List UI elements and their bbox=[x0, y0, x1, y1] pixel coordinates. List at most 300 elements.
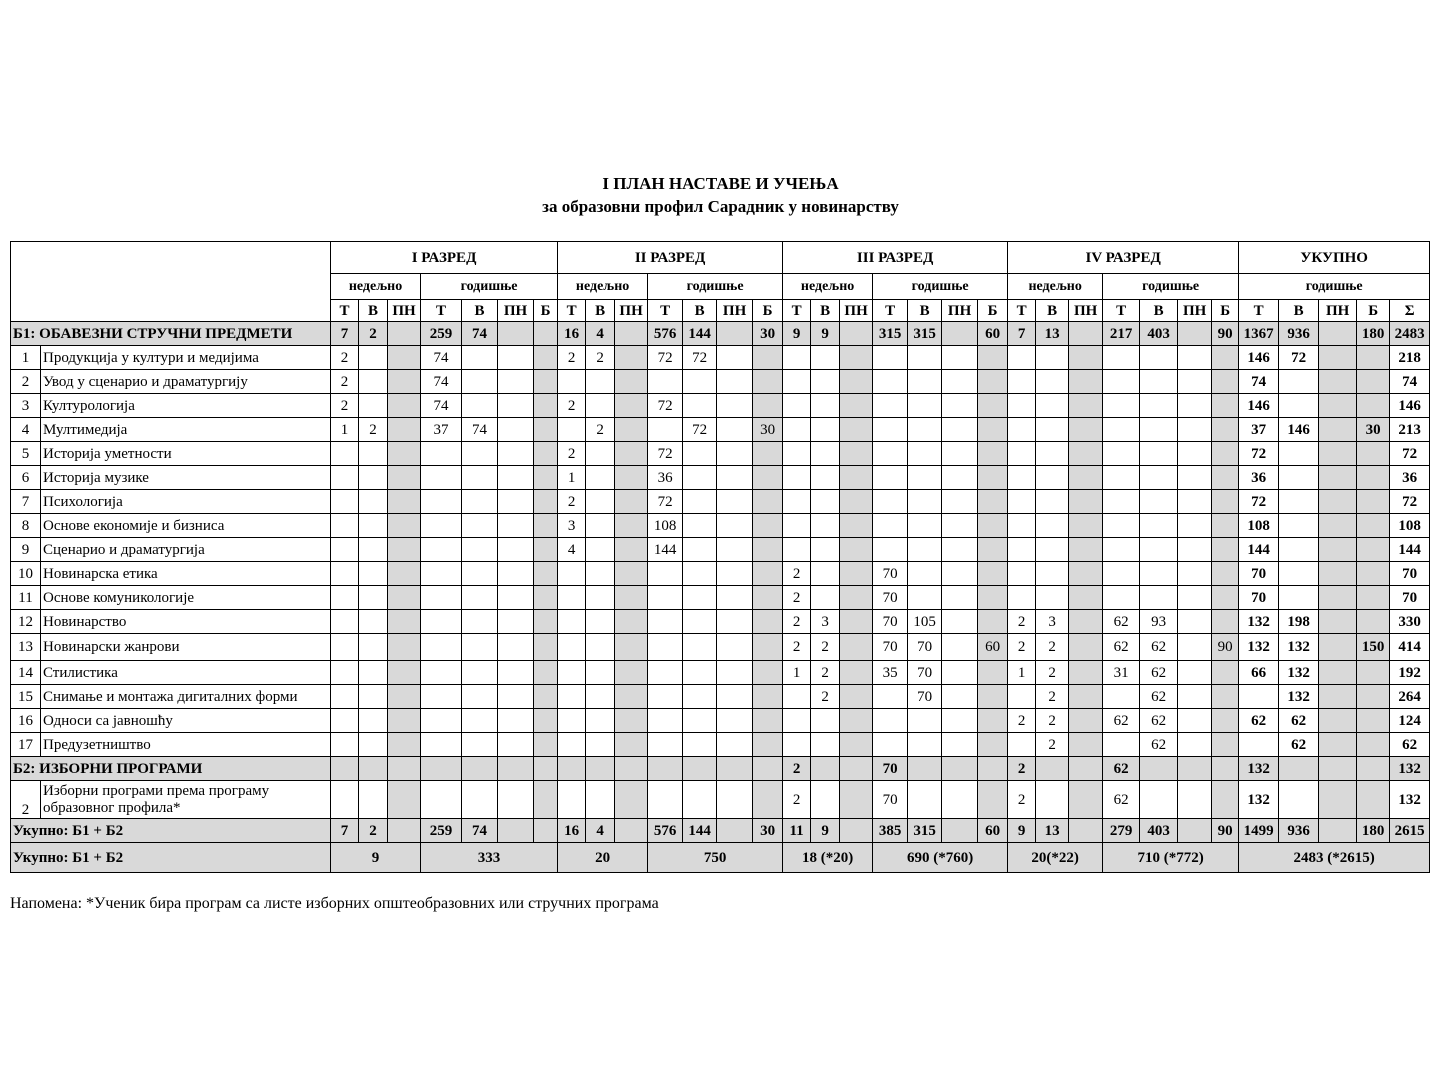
cell-value bbox=[942, 442, 978, 466]
cell-value: 66 bbox=[1239, 661, 1279, 685]
cell-value: 36 bbox=[1390, 466, 1430, 490]
cell-value: 315 bbox=[908, 322, 942, 346]
cell-value: 90 bbox=[1212, 322, 1239, 346]
cell-value bbox=[783, 490, 811, 514]
cell-value bbox=[873, 418, 908, 442]
header-col-v: В bbox=[462, 300, 498, 322]
cell-value bbox=[1140, 418, 1178, 442]
cell-value bbox=[1069, 514, 1103, 538]
cell-value: 70 bbox=[873, 562, 908, 586]
cell-value bbox=[1178, 442, 1212, 466]
cell-value bbox=[942, 370, 978, 394]
cell-value bbox=[811, 538, 840, 562]
cell-value bbox=[908, 490, 942, 514]
cell-value bbox=[331, 709, 359, 733]
cell-value bbox=[942, 733, 978, 757]
cell-value: 144 bbox=[1239, 538, 1279, 562]
cell-value: 62 bbox=[1103, 610, 1140, 634]
cell-value bbox=[717, 466, 753, 490]
cell-value bbox=[811, 757, 840, 781]
cell-value bbox=[942, 322, 978, 346]
cell-value bbox=[498, 538, 534, 562]
cell-value bbox=[1319, 538, 1357, 562]
subject-name: Снимање и монтажа дигиталних форми bbox=[41, 685, 331, 709]
cell-value bbox=[1178, 661, 1212, 685]
cell-value: 2 bbox=[1008, 757, 1036, 781]
cell-value bbox=[615, 661, 648, 685]
cell-value bbox=[753, 610, 783, 634]
cell-value bbox=[388, 709, 421, 733]
cell-value bbox=[1357, 538, 1390, 562]
cell-value: 4 bbox=[586, 322, 615, 346]
cell-value: 403 bbox=[1140, 819, 1178, 843]
cell-value bbox=[1036, 394, 1069, 418]
cell-value bbox=[1178, 685, 1212, 709]
cell-value: 132 bbox=[1239, 781, 1279, 819]
cell-value: 74 bbox=[462, 819, 498, 843]
cell-value: 2 bbox=[558, 394, 586, 418]
cell-value bbox=[331, 781, 359, 819]
cell-value: 70 bbox=[908, 661, 942, 685]
subject-name: Основе економије и бизниса bbox=[41, 514, 331, 538]
cell-value bbox=[388, 781, 421, 819]
cell-value bbox=[648, 418, 683, 442]
cell-value bbox=[683, 685, 717, 709]
cell-value bbox=[840, 466, 873, 490]
cell-value bbox=[717, 346, 753, 370]
combined-total-value: 9 bbox=[331, 843, 421, 873]
header-col-b: Б bbox=[534, 300, 558, 322]
cell-value bbox=[1279, 370, 1319, 394]
header-col-v: В bbox=[1036, 300, 1069, 322]
cell-value: 62 bbox=[1279, 709, 1319, 733]
cell-value bbox=[1008, 685, 1036, 709]
cell-value bbox=[978, 394, 1008, 418]
cell-value bbox=[1178, 394, 1212, 418]
cell-value bbox=[615, 490, 648, 514]
cell-value: 70 bbox=[1239, 586, 1279, 610]
cell-value bbox=[421, 733, 462, 757]
cell-value bbox=[1069, 586, 1103, 610]
cell-value: 146 bbox=[1239, 346, 1279, 370]
cell-value: 74 bbox=[462, 418, 498, 442]
cell-value bbox=[648, 757, 683, 781]
cell-value bbox=[421, 685, 462, 709]
cell-value bbox=[1357, 757, 1390, 781]
cell-value: 2 bbox=[1036, 661, 1069, 685]
subject-name: Односи са јавношћу bbox=[41, 709, 331, 733]
row-number: 2 bbox=[11, 781, 41, 819]
cell-value bbox=[462, 733, 498, 757]
cell-value bbox=[388, 610, 421, 634]
cell-value bbox=[717, 634, 753, 661]
cell-value bbox=[873, 346, 908, 370]
cell-value: 72 bbox=[648, 442, 683, 466]
cell-value: 279 bbox=[1103, 819, 1140, 843]
cell-value bbox=[908, 586, 942, 610]
cell-value bbox=[717, 733, 753, 757]
cell-value bbox=[586, 490, 615, 514]
cell-value: 36 bbox=[648, 466, 683, 490]
cell-value bbox=[359, 466, 388, 490]
cell-value bbox=[388, 685, 421, 709]
row-number: 1 bbox=[11, 346, 41, 370]
cell-value bbox=[978, 610, 1008, 634]
cell-value bbox=[1178, 538, 1212, 562]
cell-value bbox=[586, 370, 615, 394]
cell-value bbox=[753, 634, 783, 661]
cell-value bbox=[942, 757, 978, 781]
cell-value: 62 bbox=[1140, 634, 1178, 661]
combined-total-value: 20 bbox=[558, 843, 648, 873]
cell-value bbox=[359, 346, 388, 370]
cell-value bbox=[558, 418, 586, 442]
cell-value bbox=[717, 370, 753, 394]
cell-value bbox=[1178, 346, 1212, 370]
cell-value bbox=[873, 466, 908, 490]
cell-value bbox=[840, 709, 873, 733]
cell-value bbox=[1357, 733, 1390, 757]
cell-value bbox=[942, 346, 978, 370]
cell-value bbox=[388, 442, 421, 466]
cell-value: 2 bbox=[359, 418, 388, 442]
cell-value bbox=[783, 442, 811, 466]
header-col-v: В bbox=[359, 300, 388, 322]
cell-value bbox=[811, 709, 840, 733]
row-number: 17 bbox=[11, 733, 41, 757]
header-col-t: Т bbox=[1103, 300, 1140, 322]
subject-name: Новинарство bbox=[41, 610, 331, 634]
cell-value bbox=[534, 370, 558, 394]
cell-value: 2 bbox=[1036, 685, 1069, 709]
subject-name: Новинарски жанрови bbox=[41, 634, 331, 661]
cell-value bbox=[1357, 586, 1390, 610]
table-row bbox=[11, 661, 1430, 685]
footnote: Напомена: *Ученик бира програм са листе изборних општеобразовних или стручних програма bbox=[10, 895, 659, 912]
cell-value: 62 bbox=[1140, 733, 1178, 757]
cell-value bbox=[908, 709, 942, 733]
cell-value: 2 bbox=[811, 685, 840, 709]
cell-value bbox=[1103, 514, 1140, 538]
cell-value bbox=[942, 562, 978, 586]
cell-value: 2 bbox=[558, 442, 586, 466]
cell-value bbox=[462, 538, 498, 562]
cell-value bbox=[942, 514, 978, 538]
row-label: Б2: ИЗБОРНИ ПРОГРАМИ bbox=[11, 757, 331, 781]
cell-value: 218 bbox=[1390, 346, 1430, 370]
cell-value bbox=[1279, 442, 1319, 466]
cell-value bbox=[1319, 661, 1357, 685]
cell-value bbox=[840, 757, 873, 781]
cell-value: 144 bbox=[683, 819, 717, 843]
cell-value: 3 bbox=[811, 610, 840, 634]
cell-value bbox=[908, 757, 942, 781]
cell-value bbox=[1319, 346, 1357, 370]
cell-value bbox=[1036, 418, 1069, 442]
cell-value: 62 bbox=[1279, 733, 1319, 757]
cell-value bbox=[421, 709, 462, 733]
subject-name: Историја уметности bbox=[41, 442, 331, 466]
cell-value: 124 bbox=[1390, 709, 1430, 733]
header-yearly: годишње bbox=[1239, 274, 1430, 300]
header-grade-3: III РАЗРЕД bbox=[783, 242, 1008, 274]
cell-value bbox=[1212, 661, 1239, 685]
cell-value bbox=[840, 562, 873, 586]
cell-value: 2 bbox=[1008, 781, 1036, 819]
cell-value: 9 bbox=[811, 322, 840, 346]
cell-value bbox=[753, 661, 783, 685]
cell-value: 132 bbox=[1239, 757, 1279, 781]
table-row bbox=[11, 370, 1430, 394]
cell-value bbox=[1212, 610, 1239, 634]
cell-value bbox=[462, 685, 498, 709]
cell-value bbox=[1008, 514, 1036, 538]
cell-value bbox=[359, 442, 388, 466]
cell-value bbox=[783, 346, 811, 370]
cell-value bbox=[1008, 733, 1036, 757]
cell-value bbox=[1239, 685, 1279, 709]
cell-value: 30 bbox=[753, 418, 783, 442]
cell-value bbox=[558, 661, 586, 685]
cell-value: 35 bbox=[873, 661, 908, 685]
cell-value bbox=[1178, 781, 1212, 819]
cell-value bbox=[498, 466, 534, 490]
cell-value bbox=[498, 685, 534, 709]
cell-value bbox=[683, 781, 717, 819]
cell-value bbox=[534, 322, 558, 346]
cell-value bbox=[359, 733, 388, 757]
cell-value bbox=[1069, 781, 1103, 819]
cell-value bbox=[811, 394, 840, 418]
cell-value bbox=[498, 709, 534, 733]
cell-value bbox=[1279, 586, 1319, 610]
cell-value bbox=[811, 562, 840, 586]
header-yearly: годишње bbox=[421, 274, 558, 300]
subject-name: Увод у сценарио и драматургију bbox=[41, 370, 331, 394]
cell-value: 3 bbox=[558, 514, 586, 538]
cell-value: 70 bbox=[908, 634, 942, 661]
cell-value bbox=[908, 442, 942, 466]
header-col-pn: ПН bbox=[942, 300, 978, 322]
cell-value bbox=[462, 346, 498, 370]
cell-value: 213 bbox=[1390, 418, 1430, 442]
header-col-b: Б bbox=[1212, 300, 1239, 322]
cell-value bbox=[811, 370, 840, 394]
cell-value bbox=[1103, 346, 1140, 370]
cell-value: 70 bbox=[1390, 586, 1430, 610]
cell-value bbox=[359, 370, 388, 394]
header-col-v: В bbox=[1279, 300, 1319, 322]
cell-value bbox=[558, 733, 586, 757]
cell-value bbox=[534, 586, 558, 610]
cell-value: 4 bbox=[558, 538, 586, 562]
cell-value bbox=[1178, 370, 1212, 394]
cell-value bbox=[1178, 466, 1212, 490]
subject-name: Изборни програми према програму образовног профила* bbox=[41, 781, 331, 819]
header-col-v: В bbox=[683, 300, 717, 322]
cell-value: 72 bbox=[1239, 442, 1279, 466]
cell-value: 4 bbox=[586, 819, 615, 843]
combined-total-value: 18 (*20) bbox=[783, 843, 873, 873]
cell-value bbox=[783, 514, 811, 538]
row-number: 3 bbox=[11, 394, 41, 418]
cell-value bbox=[1069, 346, 1103, 370]
cell-value: 37 bbox=[1239, 418, 1279, 442]
cell-value bbox=[1239, 733, 1279, 757]
cell-value bbox=[388, 370, 421, 394]
cell-value bbox=[978, 661, 1008, 685]
table-row bbox=[11, 610, 1430, 634]
table-row bbox=[11, 466, 1430, 490]
cell-value bbox=[783, 418, 811, 442]
cell-value bbox=[908, 466, 942, 490]
cell-value bbox=[1036, 757, 1069, 781]
cell-value bbox=[1319, 610, 1357, 634]
cell-value bbox=[586, 733, 615, 757]
cell-value: 70 bbox=[1390, 562, 1430, 586]
row-number: 11 bbox=[11, 586, 41, 610]
cell-value bbox=[978, 781, 1008, 819]
cell-value bbox=[840, 514, 873, 538]
cell-value: 2 bbox=[783, 586, 811, 610]
header-col-v: В bbox=[908, 300, 942, 322]
cell-value bbox=[1069, 394, 1103, 418]
cell-value bbox=[753, 394, 783, 418]
cell-value bbox=[811, 781, 840, 819]
cell-value bbox=[1036, 442, 1069, 466]
cell-value bbox=[1008, 538, 1036, 562]
cell-value: 144 bbox=[648, 538, 683, 562]
cell-value: 62 bbox=[1140, 709, 1178, 733]
cell-value: 1 bbox=[1008, 661, 1036, 685]
cell-value bbox=[908, 370, 942, 394]
cell-value: 70 bbox=[908, 685, 942, 709]
cell-value bbox=[498, 370, 534, 394]
cell-value: 9 bbox=[811, 819, 840, 843]
cell-value bbox=[534, 661, 558, 685]
cell-value bbox=[783, 733, 811, 757]
cell-value: 2 bbox=[1036, 733, 1069, 757]
cell-value: 936 bbox=[1279, 819, 1319, 843]
cell-value bbox=[1319, 757, 1357, 781]
cell-value bbox=[498, 562, 534, 586]
cell-value bbox=[1036, 781, 1069, 819]
cell-value: 37 bbox=[421, 418, 462, 442]
cell-value bbox=[873, 685, 908, 709]
cell-value bbox=[683, 562, 717, 586]
cell-value bbox=[534, 538, 558, 562]
cell-value bbox=[498, 322, 534, 346]
cell-value bbox=[1069, 370, 1103, 394]
cell-value bbox=[498, 661, 534, 685]
cell-value: 2 bbox=[1008, 610, 1036, 634]
cell-value bbox=[388, 819, 421, 843]
table-row bbox=[11, 562, 1430, 586]
title-line-1: I ПЛАН НАСТАВЕ И УЧЕЊА bbox=[602, 174, 839, 193]
cell-value bbox=[753, 562, 783, 586]
cell-value bbox=[359, 781, 388, 819]
cell-value: 132 bbox=[1239, 610, 1279, 634]
cell-value: 72 bbox=[1239, 490, 1279, 514]
cell-value bbox=[648, 610, 683, 634]
cell-value bbox=[1069, 490, 1103, 514]
cell-value bbox=[462, 466, 498, 490]
cell-value: 72 bbox=[648, 490, 683, 514]
cell-value bbox=[840, 322, 873, 346]
cell-value: 1 bbox=[783, 661, 811, 685]
cell-value bbox=[1178, 514, 1212, 538]
cell-value bbox=[359, 709, 388, 733]
cell-value bbox=[586, 586, 615, 610]
cell-value bbox=[1036, 346, 1069, 370]
cell-value bbox=[683, 538, 717, 562]
cell-value: 180 bbox=[1357, 322, 1390, 346]
cell-value bbox=[615, 346, 648, 370]
cell-value bbox=[717, 709, 753, 733]
cell-value bbox=[331, 610, 359, 634]
combined-total-value: 2483 (*2615) bbox=[1239, 843, 1430, 873]
cell-value bbox=[753, 685, 783, 709]
cell-value bbox=[1319, 370, 1357, 394]
cell-value bbox=[462, 490, 498, 514]
cell-value bbox=[648, 733, 683, 757]
subject-name: Предузетништво bbox=[41, 733, 331, 757]
cell-value: 62 bbox=[1103, 781, 1140, 819]
cell-value: 108 bbox=[648, 514, 683, 538]
cell-value bbox=[942, 586, 978, 610]
cell-value bbox=[388, 514, 421, 538]
cell-value bbox=[421, 757, 462, 781]
cell-value bbox=[1069, 634, 1103, 661]
header-row-grades bbox=[11, 242, 1430, 274]
table-row bbox=[11, 757, 1430, 781]
cell-value bbox=[462, 442, 498, 466]
cell-value bbox=[498, 394, 534, 418]
row-number: 15 bbox=[11, 685, 41, 709]
cell-value bbox=[1319, 781, 1357, 819]
subject-name: Продукција у култури и медијима bbox=[41, 346, 331, 370]
cell-value bbox=[873, 442, 908, 466]
curriculum-table bbox=[10, 241, 1430, 873]
cell-value bbox=[421, 514, 462, 538]
cell-value bbox=[753, 514, 783, 538]
cell-value bbox=[586, 466, 615, 490]
header-col-t: Т bbox=[1008, 300, 1036, 322]
cell-value bbox=[1178, 634, 1212, 661]
cell-value bbox=[1036, 466, 1069, 490]
cell-value bbox=[1212, 685, 1239, 709]
cell-value bbox=[1178, 610, 1212, 634]
cell-value bbox=[534, 514, 558, 538]
table-row bbox=[11, 709, 1430, 733]
cell-value bbox=[586, 661, 615, 685]
cell-value: 72 bbox=[1279, 346, 1319, 370]
cell-value bbox=[534, 394, 558, 418]
cell-value: 62 bbox=[1140, 661, 1178, 685]
row-number: 10 bbox=[11, 562, 41, 586]
cell-value bbox=[873, 733, 908, 757]
cell-value bbox=[586, 685, 615, 709]
cell-value bbox=[717, 757, 753, 781]
cell-value bbox=[840, 781, 873, 819]
cell-value: 259 bbox=[421, 322, 462, 346]
cell-value: 192 bbox=[1390, 661, 1430, 685]
cell-value bbox=[648, 370, 683, 394]
cell-value: 74 bbox=[462, 322, 498, 346]
header-col-pn: ПН bbox=[1178, 300, 1212, 322]
cell-value bbox=[1279, 466, 1319, 490]
cell-value bbox=[1008, 394, 1036, 418]
